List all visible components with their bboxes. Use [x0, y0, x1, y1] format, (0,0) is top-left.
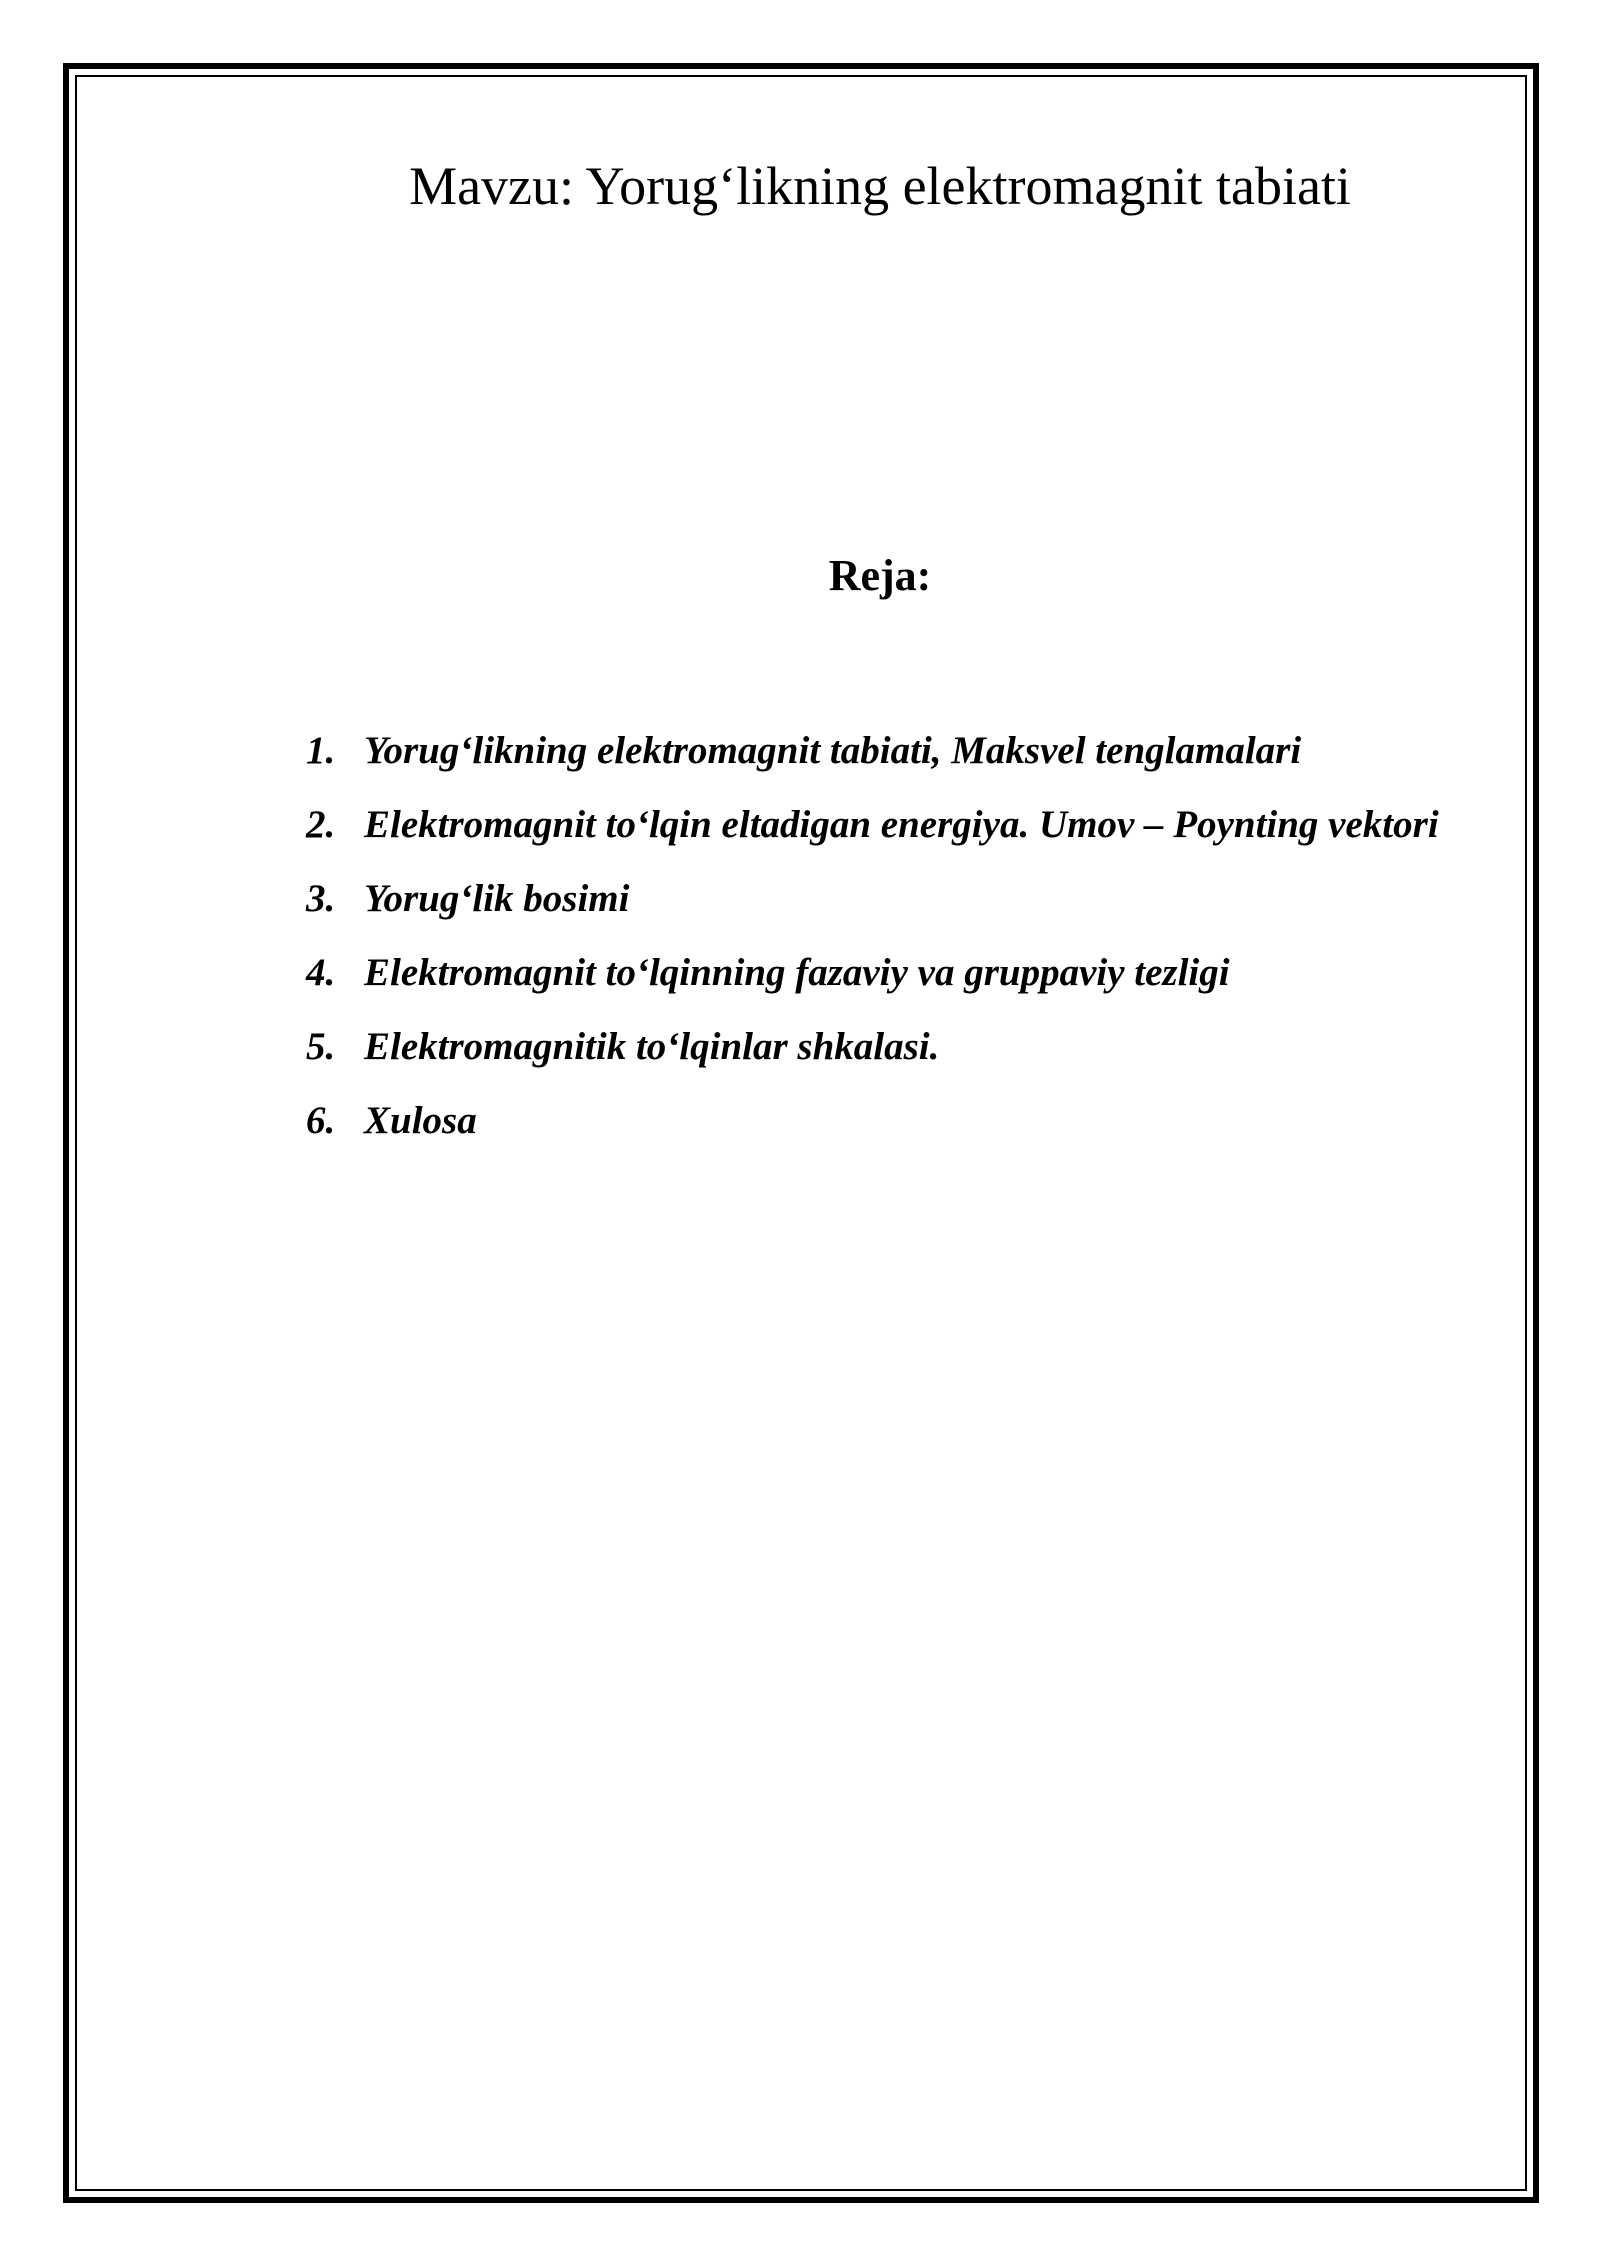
list-item	[306, 1010, 1490, 1084]
list-item-text: Elektromagnitik to‘lqinlar shkalasi.	[364, 1025, 940, 1068]
list-item-number: 6.	[306, 1099, 336, 1142]
list-item-text: Yorug‘lik bosimi	[364, 877, 630, 920]
list-item-text: Yorug‘likning elektromagnit tabiati, Maksvel tenglamalari	[364, 729, 1302, 772]
list-item-number: 3.	[306, 877, 336, 920]
list-item-number: 5.	[306, 1025, 336, 1068]
list-item-text: Elektromagnit to‘lqin eltadigan energiya. Umov – Poynting vektori	[364, 803, 1439, 846]
list-item-text: Xulosa	[364, 1099, 477, 1142]
list-item-number: 2.	[306, 803, 336, 846]
list-item	[306, 788, 1490, 862]
plan-list	[306, 714, 1490, 1158]
page-title: Mavzu: Yorug‘likning elektromagnit tabiati	[409, 156, 1351, 216]
list-item	[306, 714, 1490, 788]
list-item-text: Elektromagnit to‘lqinning fazaviy va gruppaviy tezligi	[364, 951, 1230, 994]
list-item-number: 4.	[306, 951, 336, 994]
list-item	[306, 936, 1490, 1010]
list-item	[306, 1084, 1490, 1158]
list-item	[306, 862, 1490, 936]
plan-heading: Reja:	[828, 551, 932, 600]
list-item-number: 1.	[306, 729, 336, 772]
